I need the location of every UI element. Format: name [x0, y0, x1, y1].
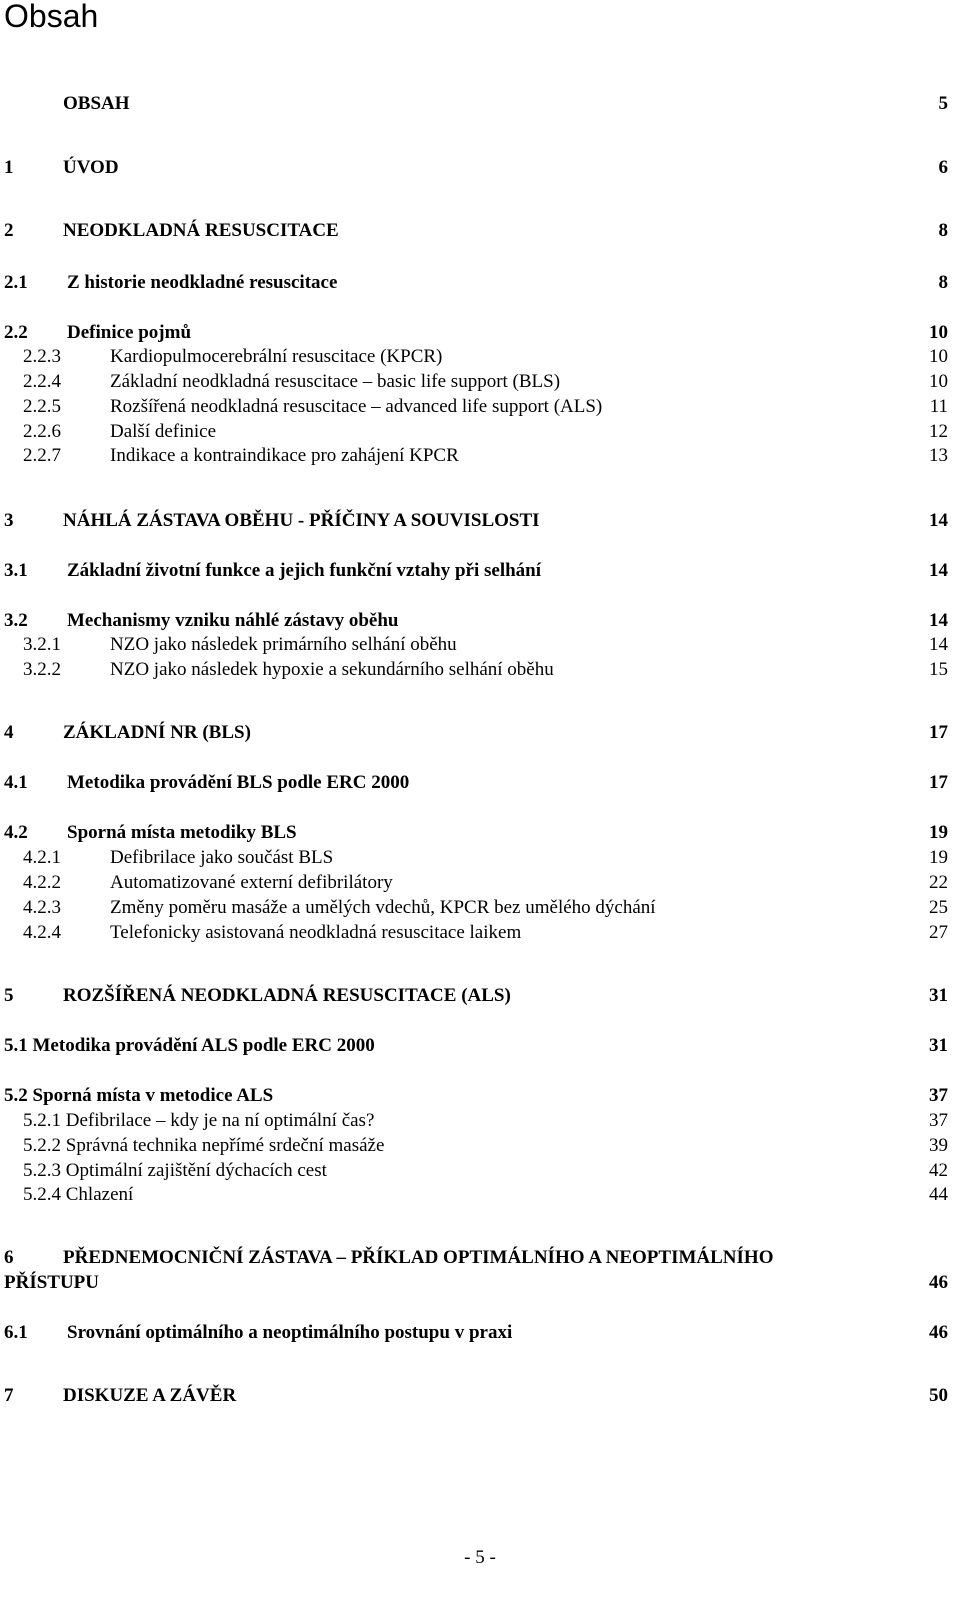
- toc-entry-number: 4.1: [4, 772, 28, 793]
- toc-entry-title: Sporná místa metodiky BLS: [67, 822, 297, 843]
- toc-entry-page: 31: [929, 1035, 948, 1056]
- toc-entry-number: 4.2.2: [23, 872, 61, 893]
- toc-entry-page: 8: [938, 272, 948, 293]
- toc-entry[interactable]: [0, 394, 948, 420]
- toc-entry-page: 14: [929, 634, 948, 655]
- toc-entry-page: 46: [929, 1322, 948, 1343]
- toc-entry-number: 2.1: [4, 272, 28, 293]
- page-number-footer: - 5 -: [464, 1547, 496, 1568]
- toc-entry[interactable]: [0, 91, 948, 117]
- toc-entry-number: 2.2.4: [23, 371, 61, 392]
- toc-entry-title: NZO jako následek primárního selhání oběhu: [110, 634, 457, 655]
- toc-entry-page: 6: [938, 157, 948, 178]
- toc-entry[interactable]: [0, 895, 948, 921]
- toc-entry-number: 2.2: [4, 322, 28, 343]
- toc-entry[interactable]: [0, 1033, 948, 1059]
- toc-entry[interactable]: [0, 1270, 948, 1296]
- toc-entry-page: 14: [929, 610, 948, 631]
- toc-entry-page: 22: [929, 872, 948, 893]
- toc-entry-page: 13: [929, 445, 948, 466]
- toc-entry[interactable]: [0, 770, 948, 796]
- toc-entry-title: Další definice: [110, 421, 217, 442]
- toc-entry-page: 37: [929, 1085, 948, 1106]
- toc-entry-title: Kardiopulmocerebrální resuscitace (KPCR): [110, 346, 443, 367]
- toc-entry-page: 10: [929, 371, 948, 392]
- toc-entry-page: 10: [929, 346, 948, 367]
- toc-entry-title: Indikace a kontraindikace pro zahájení KPCR: [110, 445, 459, 466]
- toc-entry-title: OBSAH: [63, 93, 130, 114]
- toc-entry-title: 5.2.4 Chlazení: [23, 1184, 134, 1205]
- toc-entry-title: ZÁKLADNÍ NR (BLS): [63, 722, 251, 743]
- toc-entry-title: Metodika provádění BLS podle ERC 2000: [67, 772, 410, 793]
- toc-entry[interactable]: [0, 657, 948, 683]
- toc-entry[interactable]: [0, 820, 948, 846]
- toc-entry-page: 19: [929, 847, 948, 868]
- toc-entry[interactable]: [0, 155, 948, 181]
- toc-entry[interactable]: [0, 1383, 948, 1409]
- toc-entry-title: Definice pojmů: [67, 322, 192, 343]
- toc-entry-title: Automatizované externí defibrilátory: [110, 872, 393, 893]
- toc-entry-number: 2.2.5: [23, 396, 61, 417]
- toc-entry[interactable]: [0, 419, 948, 445]
- toc-entry[interactable]: [0, 720, 948, 746]
- toc-entry[interactable]: [0, 632, 948, 658]
- toc-entry-page: 46: [929, 1272, 948, 1293]
- toc-entry-number: 2.2.6: [23, 421, 61, 442]
- toc-entry[interactable]: [0, 1182, 948, 1208]
- toc-entry[interactable]: [0, 270, 948, 296]
- toc-entry-title: PŘÍSTUPU: [4, 1272, 100, 1293]
- toc-entry-page: 5: [938, 93, 948, 114]
- toc-entry-page: 50: [929, 1385, 948, 1406]
- toc-entry-number: 4.2.3: [23, 897, 61, 918]
- toc-entry[interactable]: [0, 1158, 948, 1184]
- toc-entry-title: ÚVOD: [63, 157, 119, 178]
- toc-entry-page: 25: [929, 897, 948, 918]
- toc-entry-number: 3.2.1: [23, 634, 61, 655]
- toc-entry-title: Defibrilace jako součást BLS: [110, 847, 334, 868]
- toc-entry-number: 4.2: [4, 822, 28, 843]
- toc-entry-page: 44: [929, 1184, 948, 1205]
- toc-entry[interactable]: [0, 558, 948, 584]
- toc-entry[interactable]: [0, 845, 948, 871]
- toc-entry[interactable]: [0, 1320, 948, 1346]
- toc-entry-title: NEODKLADNÁ RESUSCITACE: [63, 220, 339, 241]
- toc-entry-number: 7: [4, 1385, 14, 1406]
- toc-entry-page: 14: [929, 560, 948, 581]
- toc-entry-title: Mechanismy vzniku náhlé zástavy oběhu: [67, 610, 399, 631]
- toc-entry-page: 42: [929, 1160, 948, 1181]
- toc-entry-number: 3.2.2: [23, 659, 61, 680]
- toc-entry[interactable]: [0, 1133, 948, 1159]
- toc-entry-title: Z historie neodkladné resuscitace: [67, 272, 338, 293]
- toc-entry-page: 11: [929, 396, 948, 417]
- toc-entry-title: Základní neodkladná resuscitace – basic life support (BLS): [110, 371, 561, 392]
- toc-entry-number: 3.2: [4, 610, 28, 631]
- toc-entry-title: NÁHLÁ ZÁSTAVA OBĚHU - PŘÍČINY A SOUVISLOSTI: [63, 510, 540, 531]
- toc-entry-title: Základní životní funkce a jejich funkční vztahy při selhání: [67, 560, 542, 581]
- toc-entry[interactable]: [0, 870, 948, 896]
- toc-entry-page: 10: [929, 322, 948, 343]
- toc-entry-number: 4.2.1: [23, 847, 61, 868]
- toc-entry[interactable]: [0, 1108, 948, 1134]
- toc-entry-number: 3.1: [4, 560, 28, 581]
- toc-entry-number: 6: [4, 1247, 14, 1268]
- toc-entry[interactable]: [0, 508, 948, 534]
- toc-entry-page: 39: [929, 1135, 948, 1156]
- toc-entry-title: Změny poměru masáže a umělých vdechů, KPCR bez umělého dýchání: [110, 897, 656, 918]
- toc-entry[interactable]: [0, 1245, 948, 1271]
- toc-entry-title: Telefonicky asistovaná neodkladná resuscitace laikem: [110, 922, 522, 943]
- toc-entry-title: 5.2.1 Defibrilace – kdy je na ní optimální čas?: [23, 1110, 375, 1131]
- toc-entry-number: 3: [4, 510, 14, 531]
- toc-entry-page: 37: [929, 1110, 948, 1131]
- toc-entry[interactable]: [0, 920, 948, 946]
- toc-entry-title: 5.2.3 Optimální zajištění dýchacích cest: [23, 1160, 327, 1181]
- toc-entry-title: 5.2.2 Správná technika nepřímé srdeční masáže: [23, 1135, 385, 1156]
- toc-entry-page: 17: [929, 722, 948, 743]
- toc-entry-page: 14: [929, 510, 948, 531]
- toc-entry-page: 31: [929, 985, 948, 1006]
- toc-entry-title: NZO jako následek hypoxie a sekundárního selhání oběhu: [110, 659, 554, 680]
- toc-entry[interactable]: [0, 320, 948, 346]
- toc-entry-title: PŘEDNEMOCNIČNÍ ZÁSTAVA – PŘÍKLAD OPTIMÁLNÍHO A NEOPTIMÁLNÍHO: [63, 1247, 774, 1268]
- toc-entry-page: 8: [938, 220, 948, 241]
- toc-entry-number: 2.2.7: [23, 445, 61, 466]
- toc-entry-number: 6.1: [4, 1322, 28, 1343]
- toc-entry[interactable]: [0, 443, 948, 469]
- toc-entry-number: 2.2.3: [23, 346, 61, 367]
- toc-entry-page: 15: [929, 659, 948, 680]
- toc-entry[interactable]: [0, 344, 948, 370]
- toc-entry[interactable]: [0, 218, 948, 244]
- toc-entry-page: 17: [929, 772, 948, 793]
- toc-entry-title: 5.1 Metodika provádění ALS podle ERC 2000: [4, 1035, 375, 1056]
- toc-entry[interactable]: [0, 608, 948, 634]
- page-heading: Obsah: [4, 0, 99, 34]
- toc-entry[interactable]: [0, 983, 948, 1009]
- toc-entry-title: 5.2 Sporná místa v metodice ALS: [4, 1085, 274, 1106]
- toc-entry-number: 5: [4, 985, 14, 1006]
- toc-entry-title: Rozšířená neodkladná resuscitace – advanced life support (ALS): [110, 396, 603, 417]
- toc-entry-page: 27: [929, 922, 948, 943]
- toc-entry-number: 4: [4, 722, 14, 743]
- toc-entry[interactable]: [0, 1083, 948, 1109]
- toc-entry-number: 1: [4, 157, 14, 178]
- toc-entry-page: 19: [929, 822, 948, 843]
- toc-entry-title: ROZŠÍŘENÁ NEODKLADNÁ RESUSCITACE (ALS): [63, 985, 511, 1006]
- toc-entry-page: 12: [929, 421, 948, 442]
- toc-entry-title: DISKUZE A ZÁVĚR: [63, 1385, 237, 1406]
- toc-entry-number: 2: [4, 220, 14, 241]
- toc-entry-title: Srovnání optimálního a neoptimálního postupu v praxi: [67, 1322, 513, 1343]
- toc-entry[interactable]: [0, 369, 948, 395]
- toc-entry-number: 4.2.4: [23, 922, 61, 943]
